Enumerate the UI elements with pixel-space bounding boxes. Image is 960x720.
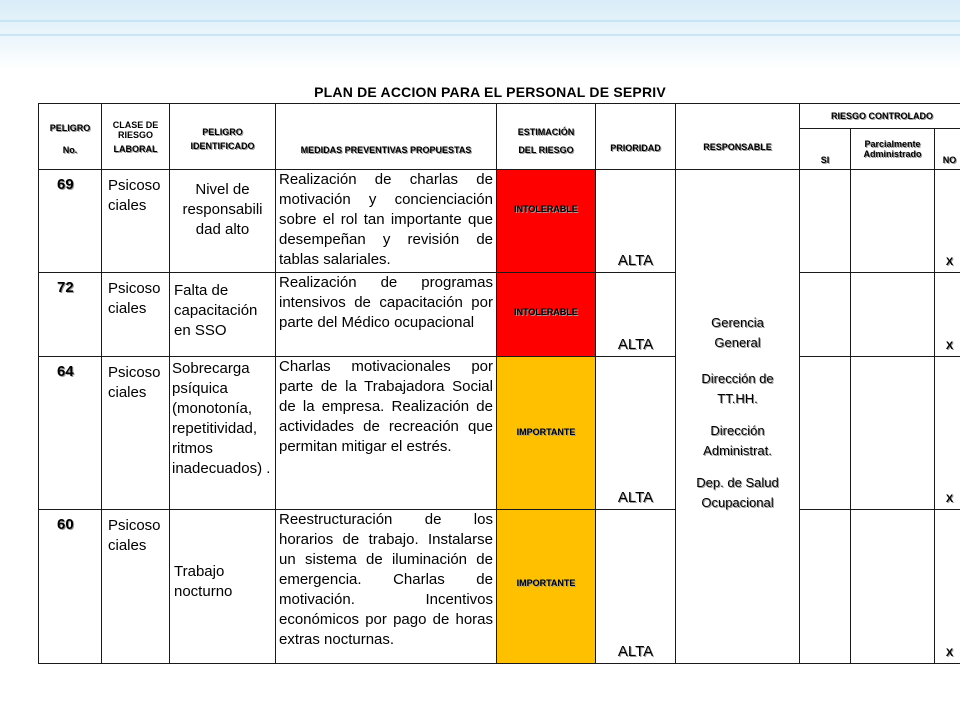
header-parcialmente <box>851 129 935 170</box>
clase-riesgo: Psicoso ciales <box>102 357 170 510</box>
header-label: DEL RIESGO <box>518 144 574 155</box>
peligro-identificado: Nivel de responsabili dad alto <box>170 170 276 273</box>
header-label: PELIGRO <box>202 126 243 137</box>
estimacion-riesgo: INTOLERABLE <box>497 273 596 357</box>
header-label: MEDIDAS PREVENTIVAS PROPUESTAS <box>300 144 472 155</box>
prioridad: ALTA <box>596 357 676 510</box>
prioridad: ALTA <box>596 273 676 357</box>
controlado-parcial <box>851 170 935 273</box>
header-label: CLASE DE RIESGO <box>112 119 159 140</box>
header-label: PELIGRO <box>49 122 91 133</box>
header-riesgo-controlado <box>800 104 960 129</box>
peligro-identificado: Trabajo nocturno <box>170 510 276 664</box>
clase-riesgo: Psicoso ciales <box>102 510 170 664</box>
peligro-number: 69 <box>39 170 102 273</box>
header-estimacion <box>497 104 596 170</box>
controlado-no: X <box>935 273 960 357</box>
clase-riesgo: Psicoso ciales <box>102 273 170 357</box>
peligro-number: 60 <box>39 510 102 664</box>
medida-preventiva: Charlas motivacionales por parte de la Trabajadora Social de la empresa. Realización de actividades de recreación que permitan mitigar el estrés. <box>276 357 497 510</box>
header-medidas <box>276 104 497 170</box>
controlado-no: X <box>935 357 960 510</box>
header-no <box>935 129 960 170</box>
header-peligro-identificado <box>170 104 276 170</box>
estimacion-riesgo: IMPORTANTE <box>497 510 596 664</box>
responsable-item: Gerencia General <box>711 314 764 350</box>
page-title: PLAN DE ACCION PARA EL PERSONAL DE SEPRIV <box>314 84 666 100</box>
controlado-parcial <box>851 510 935 664</box>
responsable-cell <box>676 170 800 664</box>
header-label: PRIORIDAD <box>610 142 661 153</box>
responsable-item: Dirección de TT.HH. <box>701 370 774 406</box>
decorative-wave <box>0 20 960 22</box>
medida-preventiva: Realización de programas intensivos de capacitación por parte del Médico ocupacional <box>276 273 497 357</box>
responsable-item: Dirección Administrat. <box>703 422 772 458</box>
controlado-si <box>800 170 851 273</box>
medida-preventiva: Realización de charlas de motivación y concienciación sobre el rol tan importante que desempeñan y revisión de tablas salariales. <box>276 170 497 273</box>
controlado-parcial <box>851 273 935 357</box>
header-label: No. <box>62 144 78 155</box>
peligro-number: 64 <box>39 357 102 510</box>
peligro-identificado: Falta de capacitación en SSO <box>170 273 276 357</box>
header-clase-riesgo <box>102 104 170 170</box>
header-peligro-no <box>39 104 102 170</box>
responsable-item: Dep. de Salud Ocupacional <box>696 474 779 510</box>
table-row <box>39 273 960 357</box>
header-label: NO <box>942 155 957 165</box>
controlado-no: X <box>935 510 960 664</box>
header-label: LABORAL <box>113 143 158 154</box>
prioridad: ALTA <box>596 170 676 273</box>
controlado-parcial <box>851 357 935 510</box>
header-label: ESTIMACIÓN <box>517 126 575 137</box>
prioridad: ALTA <box>596 510 676 664</box>
header-responsable <box>676 104 800 170</box>
action-plan-table <box>38 103 960 664</box>
table-header-row <box>39 104 960 129</box>
peligro-identificado: Sobrecarga psíquica (monotonía, repetitividad, ritmos inadecuados) . <box>170 357 276 510</box>
table-row <box>39 357 960 510</box>
clase-riesgo: Psicoso ciales <box>102 170 170 273</box>
header-label: SI <box>820 155 830 165</box>
header-label: Parcialmente Administrado <box>863 139 922 159</box>
header-si <box>800 129 851 170</box>
estimacion-riesgo: IMPORTANTE <box>497 357 596 510</box>
medida-preventiva: Reestructuración de los horarios de trabajo. Instalarse un sistema de iluminación de emergencia. Charlas de motivación. Incentivos económicos por pago de horas extras nocturnas. <box>276 510 497 664</box>
header-prioridad <box>596 104 676 170</box>
controlado-si <box>800 273 851 357</box>
peligro-number: 72 <box>39 273 102 357</box>
controlado-si <box>800 357 851 510</box>
controlado-no: X <box>935 170 960 273</box>
header-label: IDENTIFICADO <box>190 140 255 151</box>
table-row <box>39 510 960 664</box>
decorative-wave <box>0 34 960 36</box>
table-row <box>39 170 960 273</box>
header-label: RIESGO CONTROLADO <box>831 111 934 121</box>
controlado-si <box>800 510 851 664</box>
header-label: RESPONSABLE <box>703 141 772 152</box>
estimacion-riesgo: INTOLERABLE <box>497 170 596 273</box>
